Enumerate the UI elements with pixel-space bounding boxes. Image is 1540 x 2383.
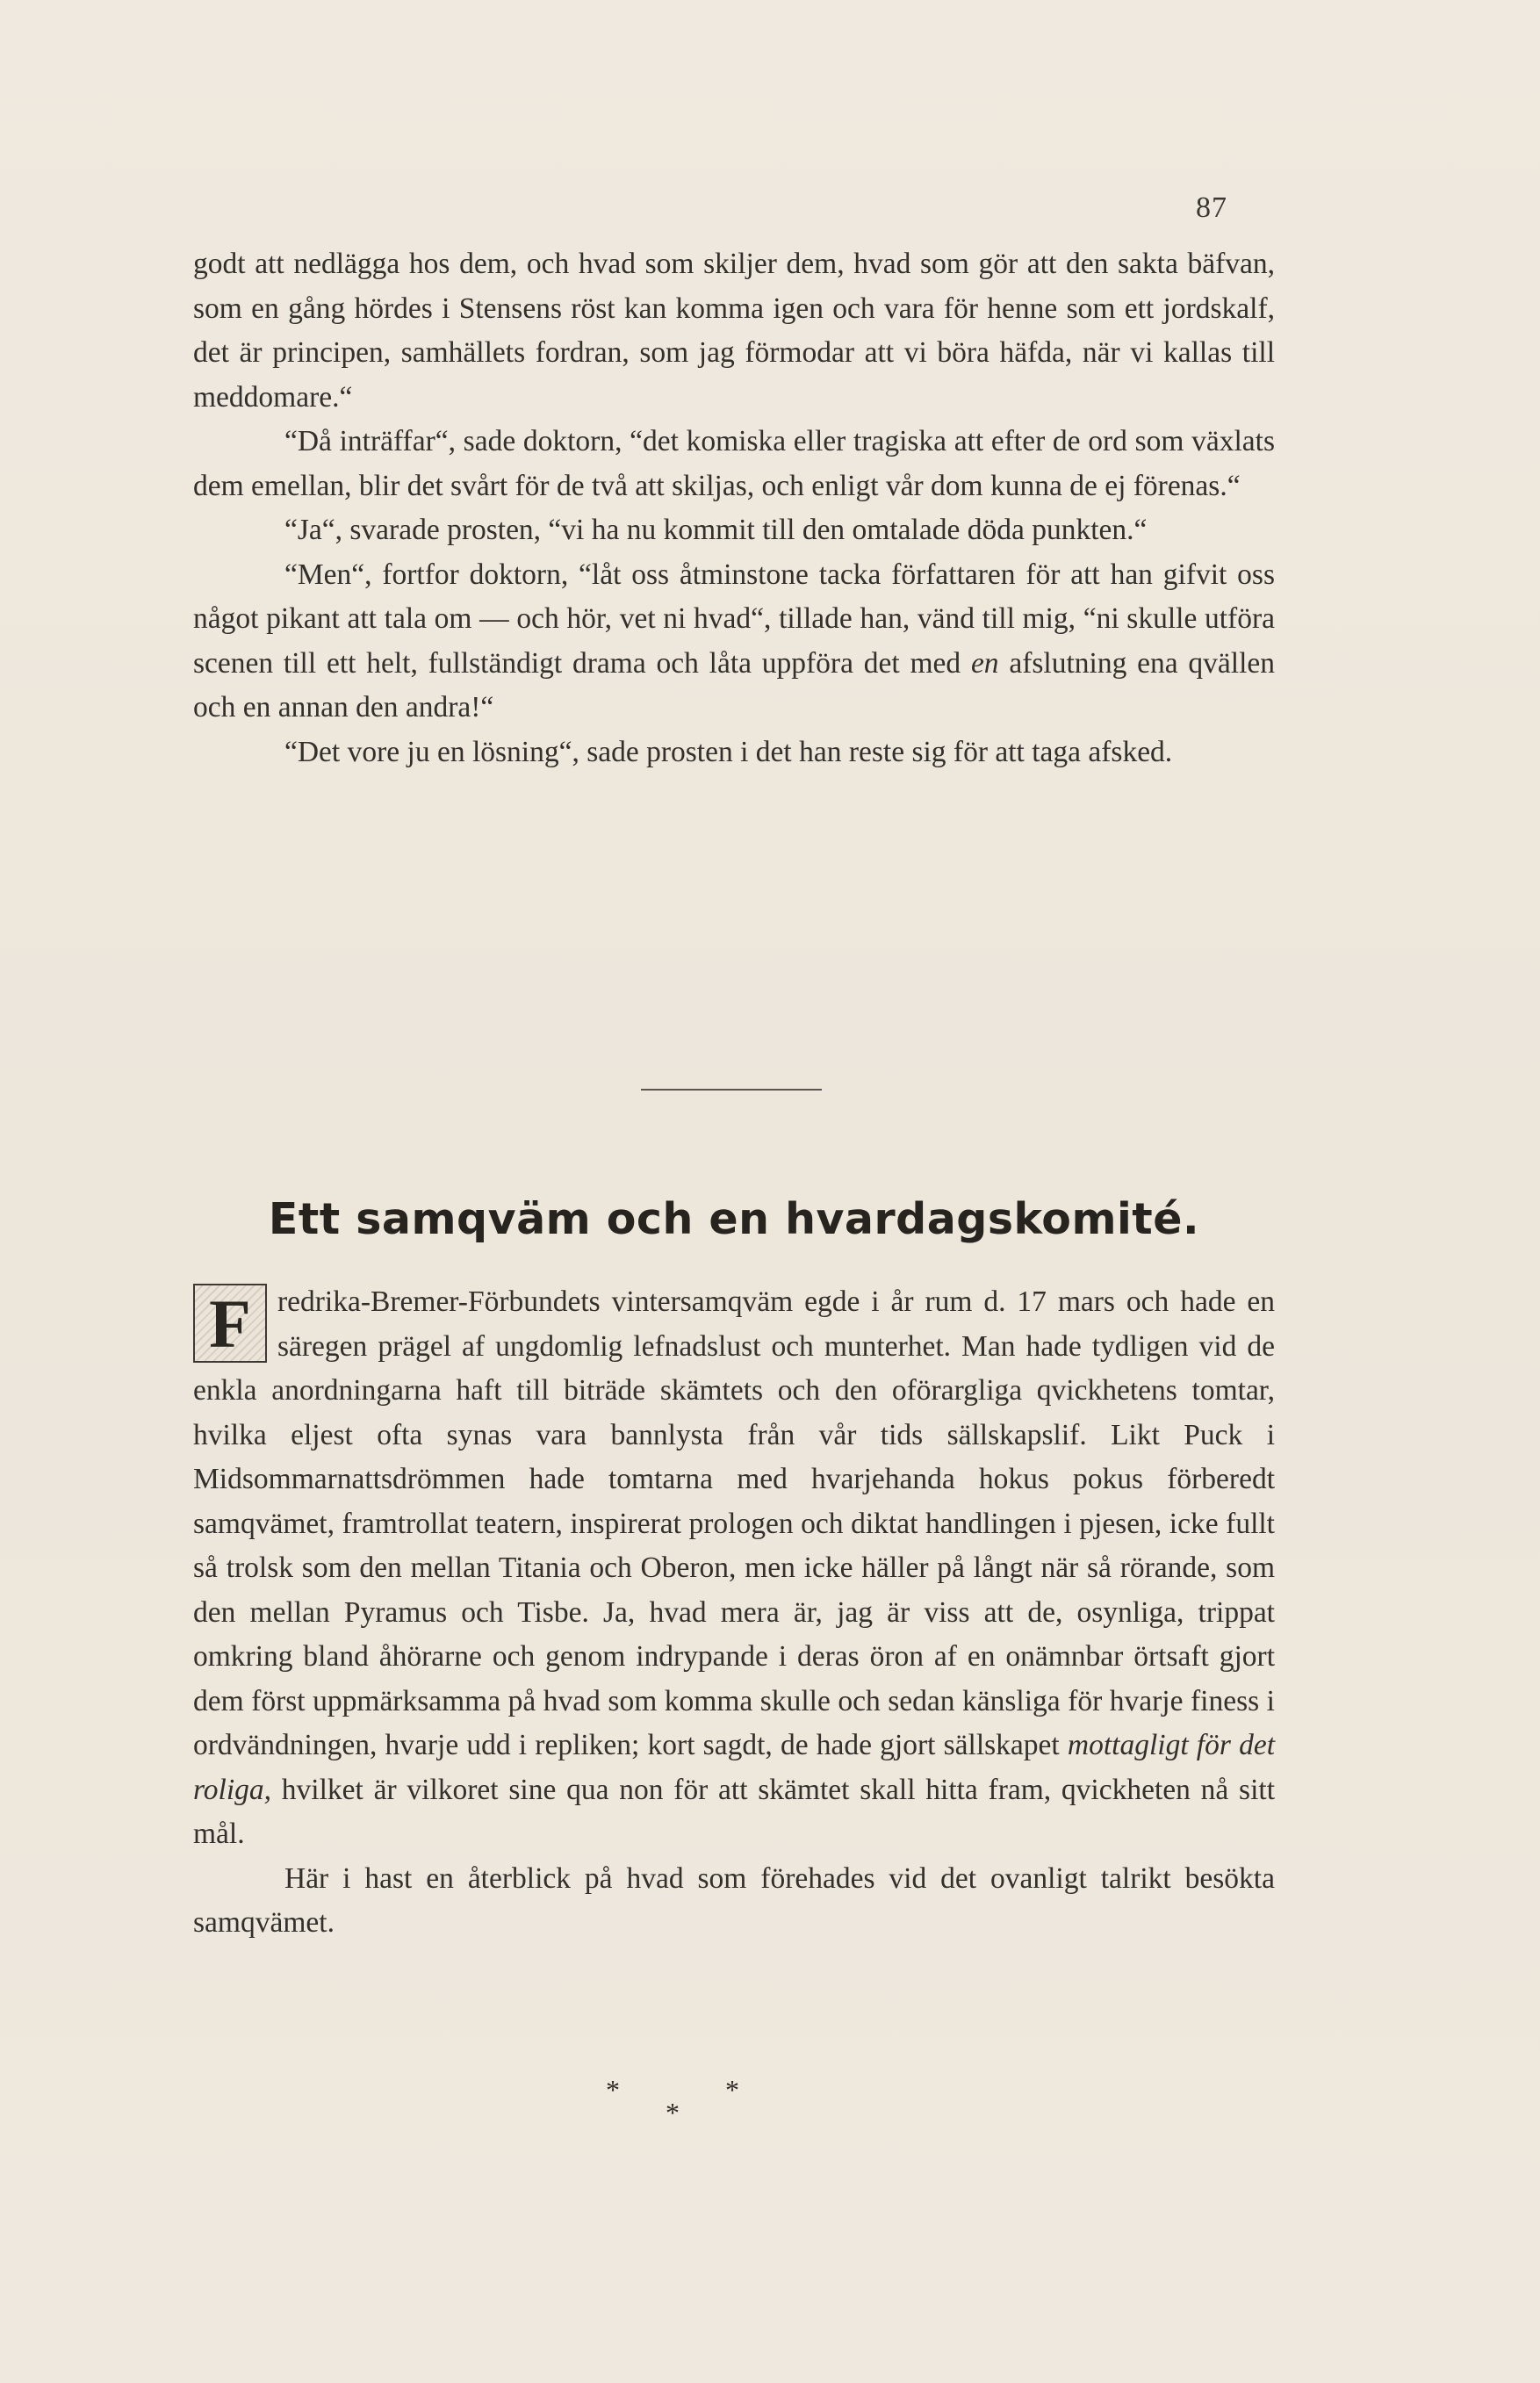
- paragraph-2: “Då inträffar“, sade doktorn, “det komiska eller tragiska att efter de ord som växlats dem emellan, blir det svårt för de två att skiljas, och enligt vår dom kunna de ej förenas.“: [193, 425, 1275, 502]
- upper-text-block: [193, 242, 1275, 774]
- asterisk-3: *: [666, 2097, 680, 2128]
- paragraph-3: “Ja“, svarade prosten, “vi ha nu kommit till den omtalade döda punkten.“: [284, 514, 1148, 546]
- asterisk-2: *: [725, 2074, 739, 2106]
- paragraph-4-before: “Men“, fortfor doktorn, “låt oss åtminstone tacka författaren för att han gifvit oss något pikant att tala om — och hör, vet ni hvad“, tillade han, vänd till mig, “ni skulle utföra scenen till ett helt, fullständigt drama och låta uppföra det med: [193, 558, 1275, 680]
- asterism-ornament: [606, 2074, 869, 2135]
- section-paragraph-1-emphasis: mottagligt för det roliga,: [193, 1729, 1275, 1806]
- section-divider: [641, 1089, 822, 1091]
- dropcap-initial: F: [193, 1284, 267, 1363]
- paragraph-4-emphasis: en: [970, 646, 999, 680]
- section-title: Ett samqväm och en hvardagskomité.: [268, 1194, 1200, 1244]
- paragraph-1: godt att nedlägga hos dem, och hvad som skiljer dem, hvad som gör att den sakta bäfvan, som en gång hördes i Stensens röst kan komma igen och vara för henne som ett jordskalf, det är principen, samhällets fordran, som jag förmodar att vi böra häfda, när vi kallas till meddomare.“: [193, 248, 1275, 414]
- section-paragraph-1-part1: redrika-Bremer-Förbundets vintersamqväm egde i år rum d. 17 mars och hade en säregen prägel af ungdomlig lefnadslust och munterhet. Man hade tydligen vid de enkla anordningarna haft till biträde skämtets och den oförargliga qvickhetens tomtar, hvilka eljest ofta synas vara bannlysta från vår tids sällskapslif. Likt Puck i Midsommarnattsdrömmen hade tomtarna med hvarjehanda hokus pokus förberedt samqvämet, framtrollat teatern, inspirerat prologen och diktat handlingen i pjesen, icke fullt så trolsk som den mellan Titania och Oberon, men icke häller på långt när så rörande, som den mellan Pyramus och Tisbe. Ja, hvad mera är, jag är viss att de, osynliga, trippat omkring bland åhörarne och genom indrypande i deras öron af en onämnbar örtsaft gjort dem först uppmärksamma på hvad som komma skulle och sedan känsliga för hvarje finess i ordvändningen, hvarje udd i repliken; kort sagdt, de hade gjort sällskapet: [193, 1285, 1275, 1761]
- asterisk-1: *: [606, 2074, 620, 2106]
- section-paragraph-1-part2: hvilket är vilkoret sine qua non för att skämtet skall hitta fram, qvickheten nå sitt mål.: [193, 1773, 1275, 1850]
- page-number: 87: [1196, 191, 1227, 224]
- paragraph-5: “Det vore ju en lösning“, sade prosten i det han reste sig för att taga afsked.: [284, 735, 1173, 768]
- section-paragraph-2: Här i hast en återblick på hvad som förehades vid det ovanligt talrikt besökta samqvämet.: [193, 1861, 1275, 1939]
- paragraph-4: [193, 553, 1275, 731]
- section-paragraph-1: [193, 1280, 1275, 1857]
- paragraph-4-after: afslutning ena qvällen och en annan den andra!“: [193, 646, 1275, 724]
- section-text-block: [193, 1280, 1275, 1946]
